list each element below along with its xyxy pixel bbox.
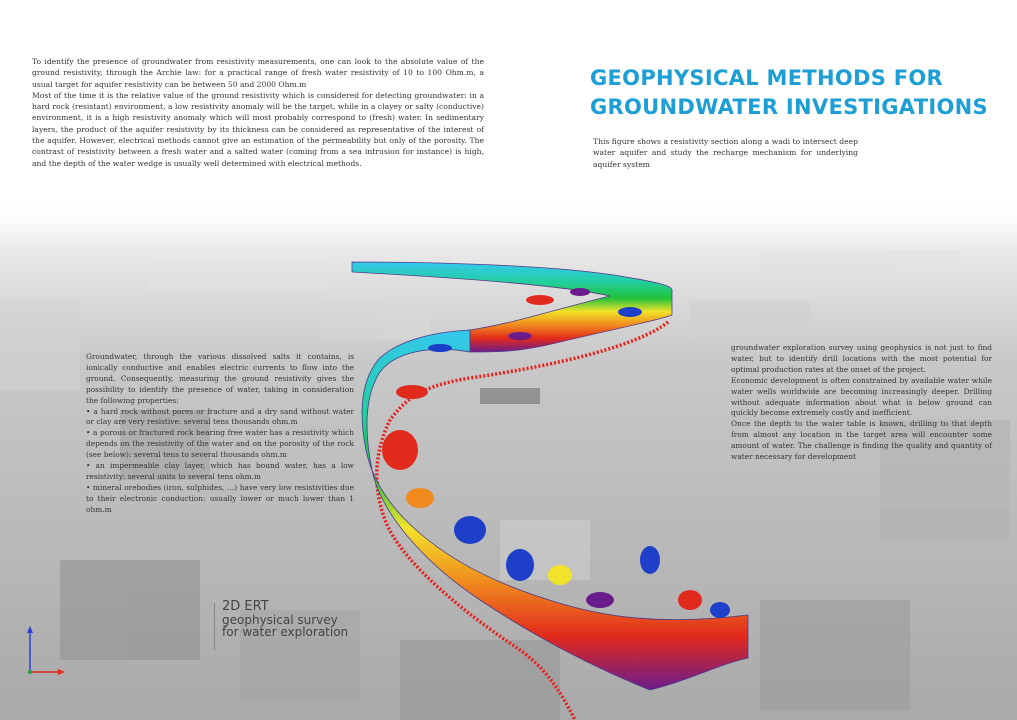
ert-label-line-1: 2D ERT: [222, 599, 269, 614]
ert-label-line-3: for water exploration: [222, 625, 349, 639]
survey-paragraph-1: groundwater exploration survey using geophysics is not just to find water, but to identify drill locations with the most potential for optimal production rates at the onset of the project.: [731, 343, 992, 374]
ert-label-line-2: geophysical survey: [222, 612, 338, 627]
property-bullet-4: • mineral orebodies (iron, sulphides, …) have very low resistivities due to their electronic conduction: usually lower or much lower than 1 ohm.m: [86, 482, 354, 514]
property-bullet-3: • an impermeable clay layer, which has bound water, has a low resistivity: several units to several tens ohm.m: [86, 461, 354, 481]
figure-caption: This figure shows a resistivity section along a wadi to intersect deep water aquifer and study the recharge mechanism for underlying aquifer system: [593, 137, 858, 169]
exploration-survey-text: [731, 343, 992, 463]
title-line-1: GEOPHYSICAL METHODS FOR: [590, 66, 944, 90]
ert-label: [220, 601, 348, 639]
page-title: [590, 64, 1000, 122]
property-bullet-1: • a hard rock without pores or fracture and a dry sand without water or clay are very resistive: several tens thousands ohm.m: [86, 406, 354, 427]
property-bullet-2: • a porous or fractured rock bearing free water has a resistivity which depends on the resistivity of the water and on the porosity of the rock (see below): several tens to several thousands ohm.m: [86, 428, 354, 460]
intro-paragraph-2: Most of the time it is the relative value of the ground resistivity which is considered for detecting groundwater: in a hard rock (resistant) environment, a low resistivity anomaly will be the target, while in a clayey or salty (conductive) environment, it is a high resistivity anomaly which will most probably correspond to (fresh) water. In sedimentary layers, the product of the aquifer resistivity by its thickness can be considered as representative of the interest of the aquifer. However, electrical methods cannot give an estimation of the permeability but only of the porosity. The contrast of resistivity between a fresh water and a salted water (coming from a sea intrusion for instance) is high, and the depth of the water wedge is usually well determined with electrical methods.: [32, 90, 484, 168]
properties-intro: Groundwater, through the various dissolved salts it contains, is ionically conductive and enables electric currents to flow into the ground. Consequently, measuring the ground resistivity gives the possibility to identify the presence of water, taking in consideration the following properties:: [86, 352, 354, 405]
groundwater-properties-text: [86, 352, 354, 516]
axis-gizmo-icon: [18, 626, 68, 680]
title-line-2: GROUNDWATER INVESTIGATIONS: [590, 95, 988, 119]
survey-paragraph-2: Economic development is often constrained by available water while water wells worldwide are becoming increasingly deeper. Drilling without adequate information about what is below ground can quickly become extremely costly and inefficient.: [731, 375, 992, 418]
survey-paragraph-3: Once the depth to the water table is known, drilling to that depth from almost any location in the target area will encounter some amount of water. The challenge is finding the quality and quantity of water necessary for development: [731, 419, 992, 462]
intro-text: [32, 56, 484, 169]
terrain-marker: [480, 388, 540, 404]
intro-paragraph-1: To identify the presence of groundwater from resistivity measurements, one can look to the absolute value of the ground resistivity, through the Archie law: for a practical range of fresh water resistivity of 10 to 100 Ohm.m, a usual target for aquifer resistivity can be between 50 and 2000 Ohm.m: [32, 57, 484, 89]
label-divider: [214, 603, 215, 650]
